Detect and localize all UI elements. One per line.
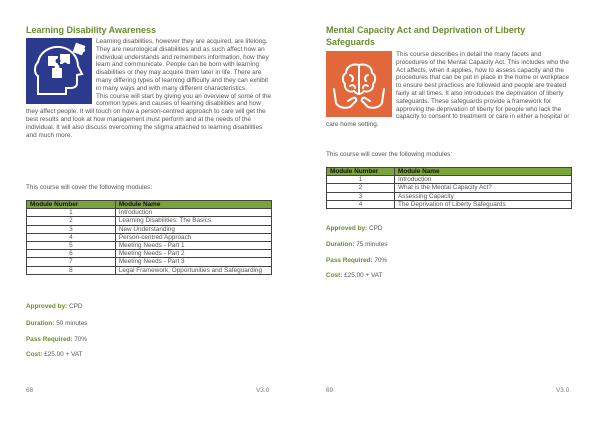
left-pass-required: [26, 336, 87, 344]
table-row: [27, 225, 272, 233]
left-version: V3.0: [256, 387, 270, 394]
approved-value: CPD: [68, 303, 83, 310]
left-course-description: [26, 38, 274, 139]
right-duration: [326, 241, 387, 249]
module-number: 3: [27, 225, 116, 233]
module-number: 2: [327, 184, 395, 192]
cost-value: £25.00 + VAT: [344, 272, 383, 279]
right-page-number: 69: [326, 387, 334, 394]
pass-label: Pass Required:: [326, 257, 373, 264]
right-course-title: Mental Capacity Act and Deprivation of Liberty Safeguards: [326, 25, 526, 47]
cost-value: £25.00 + VAT: [44, 351, 83, 358]
module-number: 3: [327, 192, 395, 200]
module-name: Introduction: [395, 176, 572, 184]
left-page-number: 68: [26, 387, 34, 394]
module-name: Meeting Needs - Part 2: [115, 250, 271, 258]
module-number: 7: [27, 258, 116, 266]
table-row: [27, 266, 272, 274]
puzzle-head-icon: [26, 38, 92, 104]
module-name: Learning Disabilities: The Basics: [115, 217, 271, 225]
right-cost: [326, 272, 382, 280]
module-name: Assessing Capacity: [395, 192, 572, 200]
cost-label: Cost:: [326, 272, 343, 279]
table-header-row: [327, 168, 572, 176]
module-name: Meeting Needs - Part 3: [115, 258, 271, 266]
table-row: [327, 184, 572, 192]
left-approved: [26, 303, 82, 311]
table-row: [327, 176, 572, 184]
module-name: What is the Mental Capacity Act?: [395, 184, 572, 192]
right-pass-required: [326, 257, 387, 265]
pass-label: Pass Required:: [26, 336, 73, 343]
table-header-row: [27, 201, 272, 209]
table-row: [27, 217, 272, 225]
left-modules-intro: This course will cover the following modules:: [26, 184, 153, 191]
module-name: Meeting Needs - Part 1: [115, 242, 271, 250]
approved-label: Approved by:: [326, 225, 368, 232]
table-row: [327, 200, 572, 208]
module-name: Introduction: [115, 209, 271, 217]
left-modules-table: [26, 200, 272, 275]
cost-label: Cost:: [26, 351, 43, 358]
brain-hands-icon: [326, 51, 392, 117]
module-name: Person-centred Approach: [115, 233, 271, 241]
approved-label: Approved by:: [26, 303, 68, 310]
module-name: New Understanding: [115, 225, 271, 233]
module-number-header: Module Number: [327, 168, 395, 176]
duration-value: 50 minutes: [56, 320, 88, 327]
duration-label: Duration:: [26, 320, 55, 327]
module-number: 4: [327, 200, 395, 208]
approved-value: CPD: [368, 225, 383, 232]
right-approved: [326, 225, 382, 233]
module-number: 8: [27, 266, 116, 274]
right-page: [300, 0, 600, 425]
right-modules-table: [326, 167, 572, 209]
table-row: [27, 258, 272, 266]
table-row: [27, 242, 272, 250]
table-row: [327, 192, 572, 200]
module-number: 2: [27, 217, 116, 225]
right-modules-intro: This course will cover the following modules:: [326, 151, 453, 158]
right-course-description: [326, 51, 574, 129]
module-number-header: Module Number: [27, 201, 116, 209]
table-row: [27, 233, 272, 241]
left-course-title: Learning Disability Awareness: [26, 25, 157, 35]
right-version: V3.0: [556, 387, 570, 394]
module-number: 1: [327, 176, 395, 184]
pass-value: 70%: [74, 336, 88, 343]
module-number: 5: [27, 242, 116, 250]
module-number: 1: [27, 209, 116, 217]
duration-value: 75 minutes: [356, 241, 388, 248]
right-paragraph-1: This course describes in detail the many facets and procedures of the Mental Capacity Act. This includes who the Act affects, when it applies, how to assess capacity and the procedures that can be put in place in the home or workplace to ensure best practices are followed and people are treated fairly at all times. It also introduces the deprivation of liberty safeguards. These safeguards provide a framework for approving the deprivation of liberty for people who lack the capacity to consent to treatment or care in either a hospital or care home setting.: [326, 51, 570, 129]
module-name: The Deprivation of Liberty Safeguards: [395, 200, 572, 208]
left-paragraph-2: This course will start by giving you an overview of some of the common types and causes of learning disabilities and how they affect people. It will touch on how a person-centred approach to care will get the best results and look at how management must perform and at the needs of the individual. It will also discuss overcoming the stigma attached to learning disabilities and much more.: [26, 92, 272, 139]
module-name-header: Module Name: [115, 201, 271, 209]
left-duration: [26, 320, 87, 328]
module-number: 6: [27, 250, 116, 258]
left-cost: [26, 351, 82, 359]
left-paragraph-1: Learning disabilities, however they are acquired, are lifelong. They are neurological disabilities and as such affect how an individual understands and remembers information, how they learn and communicate. People can be born with learning disabilities or they may acquire them later in life. There are many differing types of learning difficulty and they can exhibit in many ways and with many different characteristics.: [96, 38, 269, 92]
module-number: 4: [27, 233, 116, 241]
table-row: [27, 250, 272, 258]
module-name: Legal Framework, Opportunities and Safeguarding: [115, 266, 271, 274]
module-name-header: Module Name: [395, 168, 572, 176]
duration-label: Duration:: [326, 241, 355, 248]
pass-value: 70%: [374, 257, 388, 264]
table-row: [27, 209, 272, 217]
